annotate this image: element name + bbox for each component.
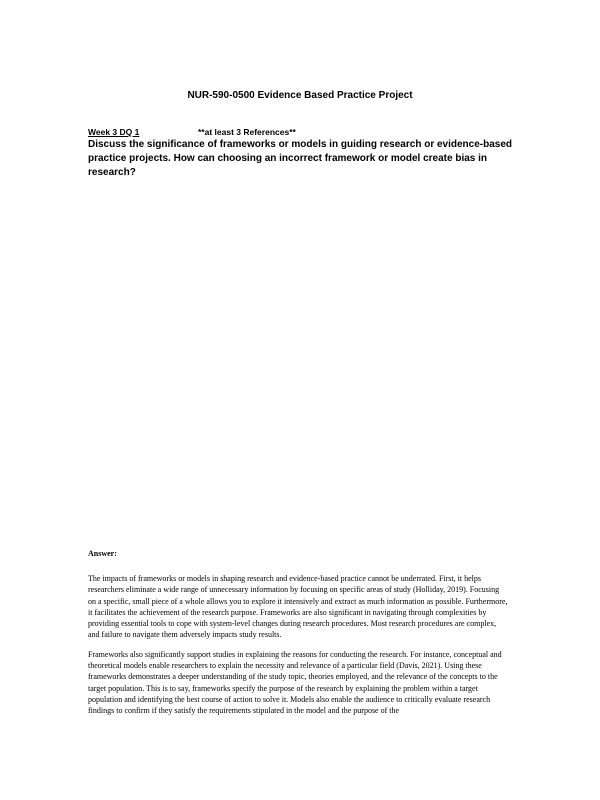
answer-heading: Answer:: [88, 549, 117, 558]
document-title: NUR-590-0500 Evidence Based Practice Project: [187, 90, 413, 101]
discussion-question: Discuss the significance of frameworks or models in guiding research or evidence-based practice projects. How can choosing an incorrect framework or model create bias in research?: [88, 139, 513, 178]
answer-paragraph: The impacts of frameworks or models in shaping research and evidence-based practice cannot be underrated. First, it helps researchers eliminate a wide range of unnecessary information by focusing on specific areas of study (Holliday, 2019). Focusing on a specific, small piece of a whole allows you to explore it intensively and extract as much information as possible. Furthermore, it facilitates the achievement of the research purpose. Frameworks are also significant in navigating through complexities by providing essential tools to cope with system-level changes during research procedures. Most research procedures are complex, and failure to navigate them adversely impacts study results.: [88, 574, 508, 640]
answer-body: [88, 573, 508, 725]
assignment-header: [88, 127, 296, 137]
week-label: Week 3 DQ 1: [88, 127, 140, 137]
answer-paragraph: Frameworks also significantly support studies in explaining the reasons for conducting the research. For instance, conceptual and theoretical models enable researchers to explain the necessity and relevance of a particular field (Davis, 2021). Using these frameworks demonstrates a deeper understanding of the study topic, theories employed, and the relevance of the concepts to the target population. This is to say, frameworks specify the purpose of the research by explaining the problem within a target population and identifying the best course of action to solve it. Models also enable the audience to critically evaluate research findings to confirm if they satisfy the requirements stipulated in the model and the purpose of the: [88, 649, 502, 716]
references-note: **at least 3 References**: [198, 127, 296, 137]
